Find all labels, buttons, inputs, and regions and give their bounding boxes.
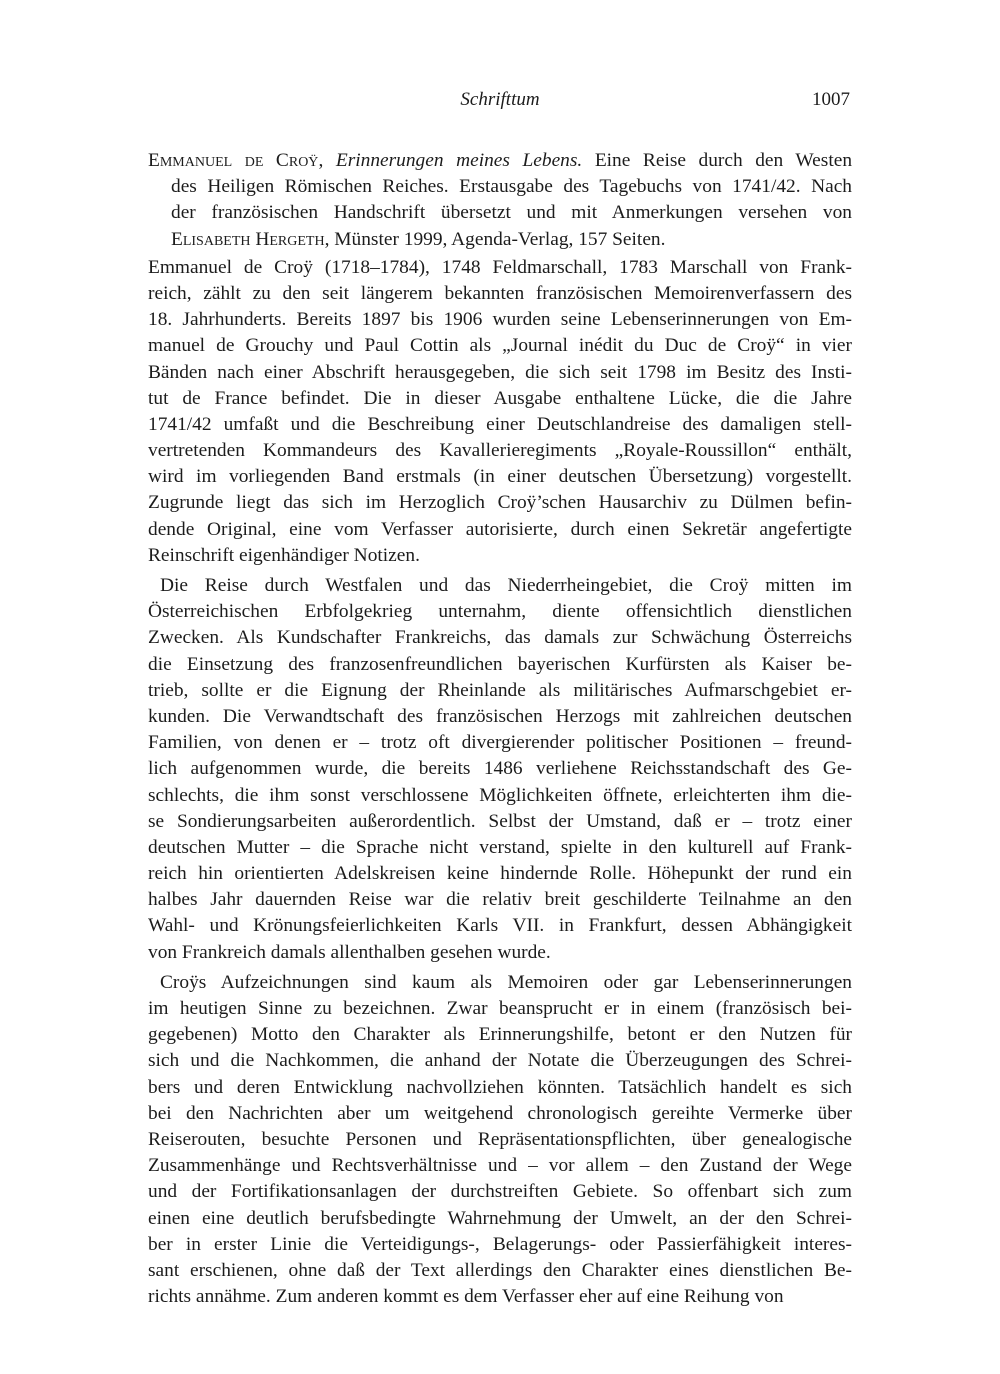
text-line: Reinschrift eigenhändiger Notizen. [148,544,420,566]
paragraph [148,573,852,966]
entry-editor: Elisabeth Hergeth [171,228,325,250]
text-line: vertretenden Kommandeurs des Kavallerieregiments „Royale-Roussillon“ enthält, [148,440,852,462]
text-line: von Frankreich damals allenthalben gesehen wurde. [148,941,551,963]
text-line: die Einsetzung des franzosenfreundlichen bayerischen Kurfürsten als Kaiser be- [148,653,852,675]
text-line: Familien, von denen er – trotz oft divergierender politischer Positionen – freund- [148,732,852,754]
text-line: 18. Jahrhunderts. Bereits 1897 bis 1906 wurden seine Lebenserinnerungen von Em- [148,309,852,331]
text-line: bers und deren Entwicklung nachvollziehen könnten. Tatsächlich handelt es sich [148,1076,852,1098]
page-number: 1007 [812,89,850,110]
text-line: schlechts, die ihm sonst verschlossene Möglichkeiten öffnete, erleichterten ihm die- [148,784,852,806]
text-line: deutschen Mutter – die Sprache nicht verstand, spielte in den kulturell auf Frank- [148,836,852,858]
page-header [148,89,852,121]
entry-line: Emmanuel de Croÿ, Erinnerungen meines Lebens. Eine Reise durch den Westen [148,150,853,171]
entry-line4-rest: , Münster 1999, Agenda-Verlag, 157 Seiten. [324,228,666,250]
text-line: Zusammenhänge und Rechtsverhältnisse und – vor allem – den Zustand der Wege [148,1155,852,1177]
page-body [148,148,852,1310]
text-line: ber in erster Linie die Verteidigungs-, Belagerungs- oder Passierfähigkeit interes- [148,1233,852,1255]
entry-line [148,227,852,253]
text-line: Zwecken. Als Kundschafter Frankreichs, das damals zur Schwächung Österreichs [148,627,852,649]
entry-title: Erinnerungen meines Lebens. [335,150,583,171]
entry-line: des Heiligen Römischen Reiches. Erstausgabe des Tagebuchs von 1741/42. Nach [171,176,852,198]
text-line: einen eine deutlich berufsbedingte Wahrnehmung der Umwelt, an der den Schrei- [148,1207,852,1229]
text-line: bei den Nachrichten aber um weitgehend chronologisch gereihte Vermerke über [148,1102,852,1124]
text-line: Reiserouten, besuchte Personen und Repräsentationspflichten, über genealogische [148,1128,852,1150]
text-line: im heutigen Sinne zu bezeichnen. Zwar beansprucht er in einem (französisch bei- [148,998,852,1019]
text-line: Wahl- und Krönungsfeierlichkeiten Karls VII. in Frankfurt, dessen Abhängigkeit [148,915,852,937]
text-line: lich aufgenommen wurde, die bereits 1486 verliehene Reichsstandschaft des Ge- [148,758,852,780]
text-line: wird im vorliegenden Band erstmals (in einer deutschen Übersetzung) vorgestellt. [148,466,852,488]
entry-line: der französischen Handschrift übersetzt und mit Anmerkungen versehen von [171,202,852,224]
text-line: 1741/42 umfaßt und die Beschreibung einer Deutschlandreise des damaligen stell- [148,413,852,435]
running-head: Schrifttum [460,89,540,110]
text-line: und der Fortifikationsanlagen der durchstreiften Gebiete. So offenbart sich zum [148,1181,852,1203]
review-text [148,255,852,1311]
text-line: tut de France befindet. Die in dieser Ausgabe enthaltene Lücke, die die Jahre [148,387,852,409]
text-line: sant erschienen, ohne daß der Text allerdings den Charakter eines dienstlichen Be- [148,1259,852,1281]
text-line: Österreichischen Erbfolgekrieg unternahm, diente offensichtlich dienstlichen [148,601,852,623]
entry-line1-rest: Eine Reise durch den Westen [594,150,853,171]
text-line: reich hin orientierten Adelskreisen keine hindernde Rolle. Höhepunkt der rund ein [148,863,852,885]
text-line: Die Reise durch Westfalen und das Niederrheingebiet, die Croÿ mitten im [160,575,852,596]
text-line: Croÿs Aufzeichnungen sind kaum als Memoiren oder gar Lebenserinnerungen [160,971,852,993]
text-line: reich, zählt zu den seit längerem bekannten französischen Memoirenverfassern des [148,282,852,304]
text-line: halbes Jahr dauernden Reise war die relativ breit geschilderte Teilnahme an den [148,889,852,911]
text-line: richts annähme. Zum anderen kommt es dem Verfasser eher auf eine Reihung von [148,1286,784,1308]
text-line: dende Original, eine vom Verfasser autorisierte, durch einen Sekretär angefertigte [148,518,852,540]
text-line: manuel de Grouchy und Paul Cottin als „Journal inédit du Duc de Croÿ“ in vier [148,335,852,357]
text-line: sich und die Nachkommen, die anhand der Notate die Überzeugungen des Schrei- [148,1050,852,1072]
text-line: kunden. Die Verwandtschaft des französischen Herzogs mit zahlreichen deutschen [148,705,852,727]
paragraph [148,970,852,1310]
text-line: Bänden nach einer Abschrift herausgegeben, die sich seit 1798 im Besitz des Insti- [148,361,852,383]
entry-author: Emmanuel de Croÿ [148,150,319,171]
text-line: Emmanuel de Croÿ (1718–1784), 1748 Feldmarschall, 1783 Marschall von Frank- [148,256,852,278]
text-line: Zugrunde liegt das sich im Herzoglich Croÿ’schen Hausarchiv zu Dülmen befin- [148,492,852,514]
bibliographic-entry [148,148,852,253]
paragraph [148,255,852,569]
text-line: trieb, sollte er die Eignung der Rheinlande als militärisches Aufmarschgebiet er- [148,679,852,701]
text-line: se Sondierungsarbeiten außerordentlich. Selbst der Umstand, daß er – trotz einer [148,810,852,832]
text-line: gegebenen) Motto den Charakter als Erinnerungshilfe, betont er den Nutzen für [148,1024,852,1046]
